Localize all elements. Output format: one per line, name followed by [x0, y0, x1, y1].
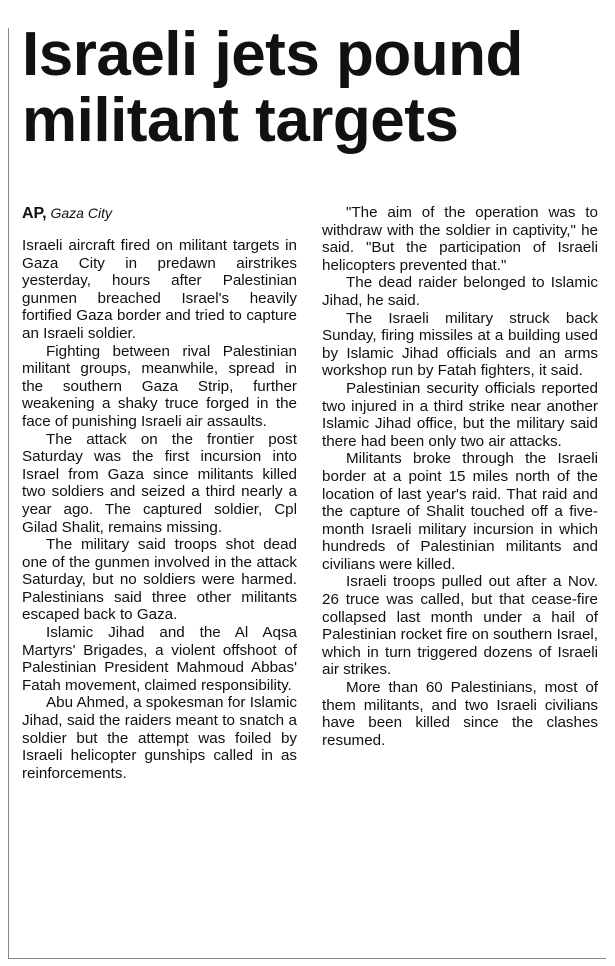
article-paragraph: Israeli aircraft fired on militant targets in Gaza City in predawn airstrikes yesterday, hours after Palestinian gunmen breached Israel's heavily fortified Gaza border and tried to capture an Israeli soldier.: [22, 237, 297, 342]
article-paragraph: Israeli troops pulled out after a Nov. 26 truce was called, but that cease-fire collapsed last month under a hail of Palestinian rocket fire on southern Israel, which in turn triggered dozens of Israeli air strikes.: [322, 573, 598, 679]
article-paragraph: More than 60 Palestinians, most of them militants, and two Israeli civilians have been killed since the clashes resumed.: [322, 679, 598, 749]
article-column-right: [322, 204, 598, 749]
byline-agency: AP,: [22, 205, 47, 222]
byline-city: Gaza City: [50, 205, 112, 221]
article-paragraph: "The aim of the operation was to withdraw with the soldier in captivity," he said. "But the participation of Israeli helicopters prevented that.": [322, 204, 598, 274]
article-column-left: [22, 204, 297, 782]
article-paragraph: The dead raider belonged to Islamic Jihad, he said.: [322, 274, 598, 309]
article-paragraph: The attack on the frontier post Saturday was the first incursion into Israel from Gaza since militants killed two soldiers and seized a third nearly a year ago. The captured soldier, Cpl Gilad Shalit, remains missing.: [22, 430, 297, 536]
article-paragraph: Militants broke through the Israeli border at a point 15 miles north of the location of last year's raid. That raid and the capture of Shalit touched off a five-month Israeli military incursion in which hundreds of Palestinian militants and civilians were killed.: [322, 450, 598, 573]
article-paragraph: The Israeli military struck back Sunday, firing missiles at a building used by Islamic Jihad officials and an arms workshop run by Fatah fighters, it said.: [322, 309, 598, 380]
byline: [22, 204, 297, 223]
article-paragraph: Abu Ahmed, a spokesman for Islamic Jihad, said the raiders meant to snatch a soldier but the attempt was foiled by Israeli helicopter gunships called in as reinforcements.: [22, 694, 297, 782]
headline: Israeli jets pound militant targets: [22, 20, 523, 155]
article-paragraph: Islamic Jihad and the Al Aqsa Martyrs' Brigades, a violent offshoot of Palestinian President Mahmoud Abbas' Fatah movement, claimed responsibility.: [22, 624, 297, 694]
article-paragraph: Fighting between rival Palestinian militant groups, meanwhile, spread in the southern Gaza Strip, further weakening a shaky truce forged in the face of punishing Israeli air assaults.: [22, 342, 297, 430]
article-paragraph: Palestinian security officials reported two injured in a third strike near another Islamic Jihad office, but the military said there had been only two air attacks.: [322, 379, 598, 450]
article-paragraph: The military said troops shot dead one of the gunmen involved in the attack Saturday, but no soldiers were harmed. Palestinians said three other militants escaped back to Gaza.: [22, 536, 297, 624]
